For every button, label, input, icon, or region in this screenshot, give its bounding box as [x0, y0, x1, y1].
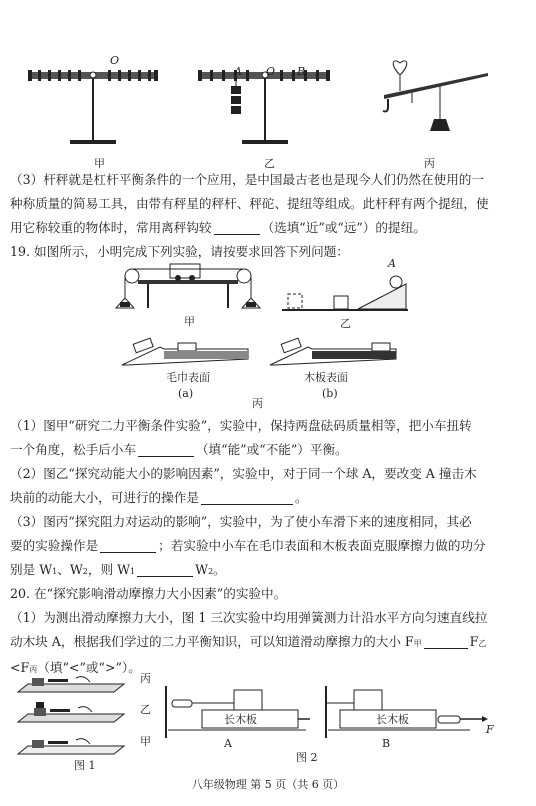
answer-blank-q20-1[interactable]	[424, 634, 468, 649]
q20-fig1-jia: 甲	[140, 735, 151, 748]
q20-board-b: 长木板	[376, 713, 409, 726]
answer-blank-q18-3[interactable]	[214, 220, 260, 235]
answer-blank-q19-1[interactable]	[138, 442, 194, 457]
q20-fig1-caption: 图 1	[74, 759, 96, 772]
steelyard-bing-label: 丙	[424, 157, 435, 170]
q19-sub-a: (a)	[178, 387, 194, 400]
q19-fig-jia	[108, 258, 268, 318]
q19-fig-jia-label: 甲	[184, 315, 195, 328]
lever-yi-point-o: O	[266, 65, 276, 78]
q19-fig-bing-b	[268, 335, 398, 370]
answer-blank-q19-3a[interactable]	[100, 538, 156, 553]
q20-fig1-bing: 丙	[140, 672, 151, 685]
q20-fig2-a	[160, 682, 310, 742]
q20-fig2-a-label: A	[224, 737, 232, 750]
q19-surface-b: 木板表面	[304, 371, 348, 384]
lever-yi-point-b: B	[297, 65, 306, 78]
steelyard-figure-bing	[370, 55, 500, 155]
q19-fig-bing-a	[120, 335, 250, 370]
q19-fig-bing-label: 丙	[252, 397, 263, 410]
answer-blank-q19-2[interactable]	[201, 490, 293, 505]
q20-board-a: 长木板	[224, 713, 257, 726]
q19-fig-yi-point-a: A	[388, 257, 396, 270]
q20-fig2-b-label: B	[382, 737, 391, 750]
q20-fig1-yi: 乙	[140, 703, 151, 716]
q19-fig-yi-label: 乙	[340, 317, 351, 330]
lever-yi-label: 乙	[264, 157, 275, 170]
q19-stem: 19. 如图所示，小明完成下列实验，请按要求回答下列问题：	[10, 244, 349, 259]
lever-jia-label: 甲	[94, 157, 105, 170]
lever-yi-point-a: A	[234, 65, 242, 78]
q19-questions: （1）图甲“研究二力平衡条件实验”，实验中，保持两盘砝码质量相等，把小车扭转 一个角度，松手后小车 （填“能”或“不能”）平衡。 （2）图乙“探究动能大小的影响因素”，实验中，对于同一个球 A，要改变 A 撞击木 块前的动能大小，可进行的操作是 。 （3）图丙“探究阻力对运动的影响”，实验中，为了使小车滑下来的速度相同，其必 要的实验操作是 ；若实验中小车在毛巾表面和木板表面克服摩擦力做的功分 别是 W1、W2，则 W1 W2。	[10, 418, 486, 577]
q20-fig2-caption: 图 2	[296, 751, 318, 764]
lever-figure-jia	[20, 58, 170, 153]
lever-figure-yi	[190, 58, 340, 153]
lever-jia-point-o: O	[110, 54, 120, 67]
q20-text: 20. 在“探究影响滑动摩擦力大小因素”的实验中。 （1）为测出滑动摩擦力大小，图 1 三次实验中均用弹簧测力计沿水平方向匀速直线拉 动木块 A，根据我们学过的二力平衡知识，可以知道滑动摩擦力的大小 F甲 F乙 <F丙（填“<”或“>”）。	[10, 586, 488, 675]
page-footer: 八年级物理 第 5 页（共 6 页）	[191, 778, 345, 791]
q19-fig-yi	[280, 258, 420, 318]
q20-fig1	[14, 670, 134, 762]
q20-fig2-force: F	[486, 723, 494, 736]
q18-3-text: （3）杆秤就是杠杆平衡条件的一个应用，是中国最古老也是现今人们仍然在使用的一 种称质量的简易工具，由带有秤星的秤杆、秤砣、提纽等组成。此杆秤有两个提纽，使 用它称较重的物体时，常用离秤钩较 （选填“近”或“远”）的提纽。	[10, 172, 489, 235]
answer-blank-q19-3b[interactable]	[137, 562, 193, 577]
q20-fig2-b	[320, 682, 490, 742]
q19-surface-a: 毛巾表面	[166, 371, 210, 384]
q19-sub-b: (b)	[322, 387, 338, 400]
